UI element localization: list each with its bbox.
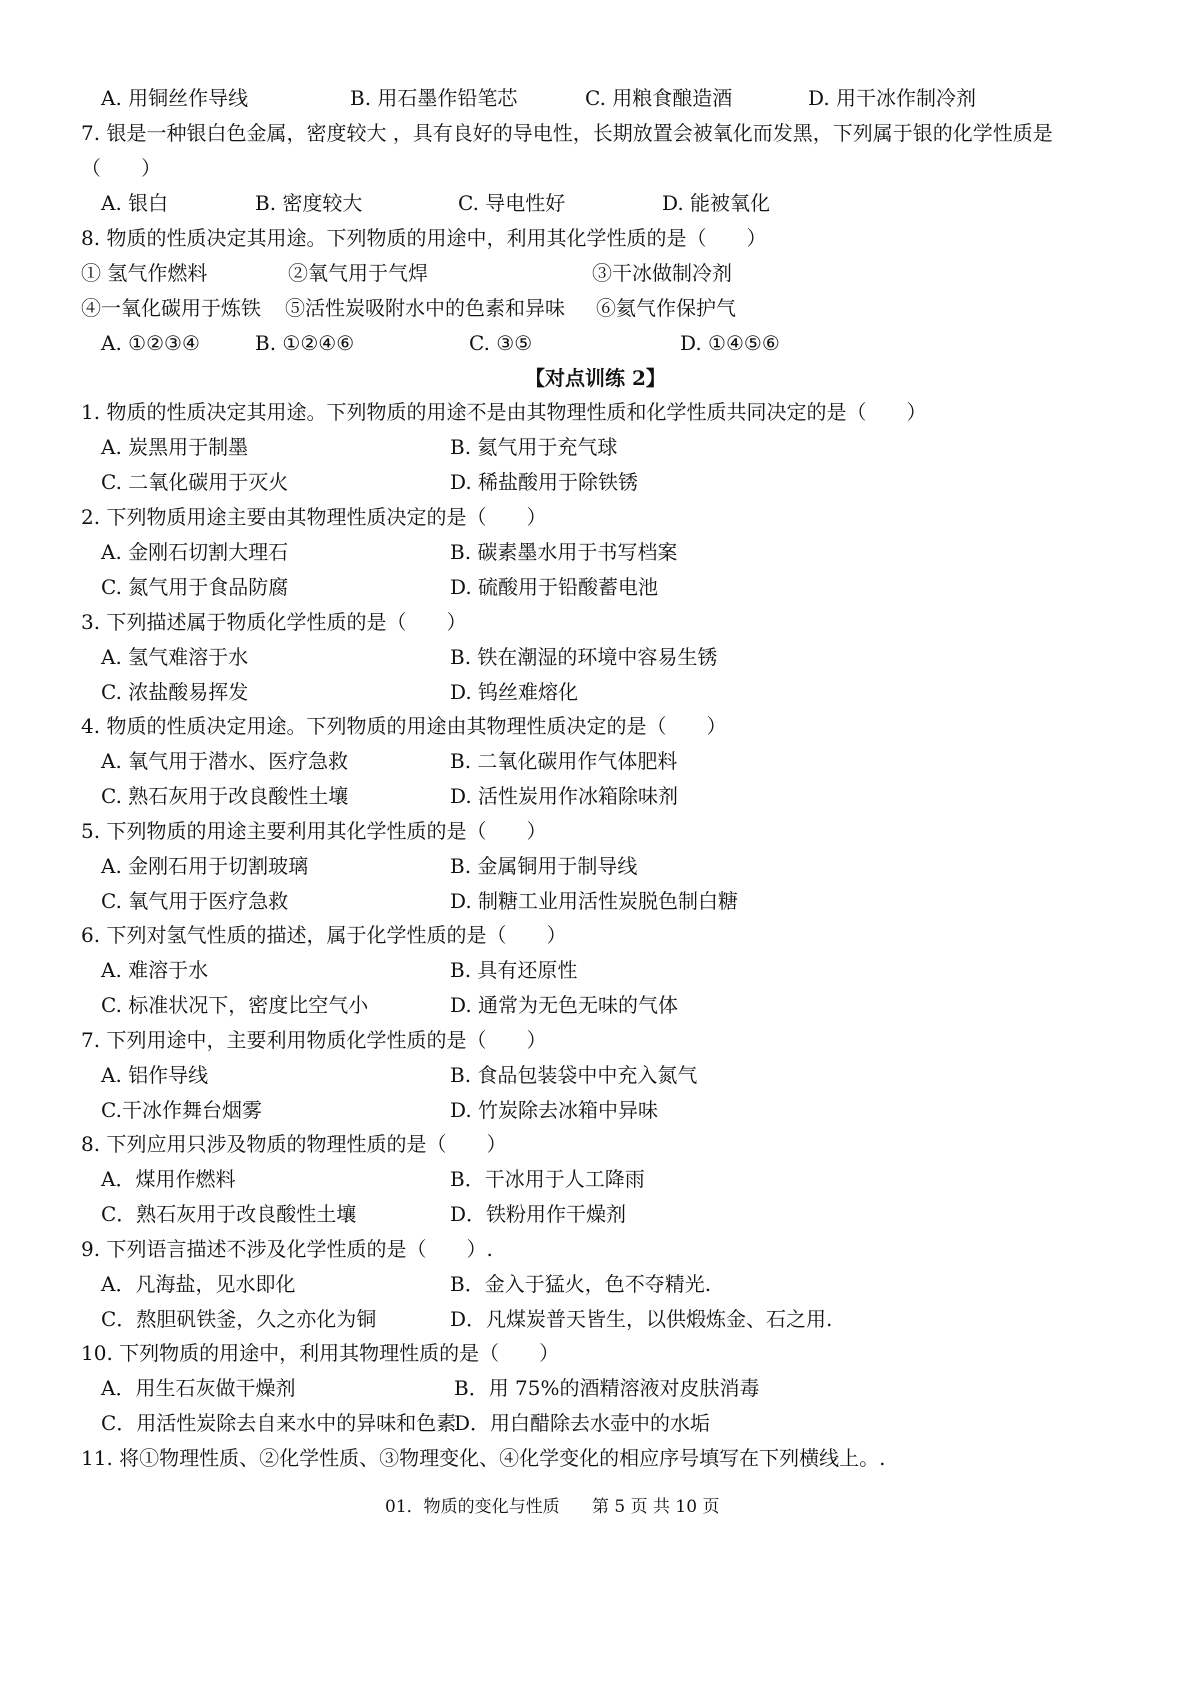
item-6: ⑥氦气作保护气 (596, 296, 736, 320)
option-d: D. 制糖工业用活性炭脱色制白糖 (450, 889, 739, 913)
option-b: B. 具有还原性 (450, 958, 578, 982)
item-3: ③干冰做制冷剂 (592, 261, 732, 285)
option-b: B. 密度较大 (255, 191, 363, 215)
option-b: B．干冰用于人工降雨 (450, 1167, 645, 1191)
option-d: D. 通常为无色无味的气体 (450, 993, 679, 1017)
option-d: D．凡煤炭普天皆生，以供煅炼金、石之用. (450, 1307, 833, 1331)
option-d: D. 钨丝难熔化 (450, 680, 579, 704)
option-a: A．凡海盐，见水即化 (101, 1272, 296, 1296)
option-d: D. 活性炭用作冰箱除味剂 (450, 784, 679, 808)
option-d: D. 用干冰作制冷剂 (808, 86, 977, 110)
option-c: C. 氧气用于医疗急救 (101, 889, 289, 913)
option-c: C. 熟石灰用于改良酸性土壤 (101, 784, 349, 808)
option-c: C. 二氧化碳用于灭火 (101, 470, 289, 494)
option-d: D. ①④⑤⑥ (680, 331, 780, 355)
option-d: D. 能被氧化 (662, 191, 771, 215)
option-b: B. 用石墨作铅笔芯 (350, 86, 518, 110)
option-c: C．用活性炭除去自来水中的异味和色素 (101, 1411, 457, 1435)
option-b: B. 食品包装袋中中充入氮气 (450, 1063, 698, 1087)
question-stem: 1. 物质的性质决定其用途。下列物质的用途不是由其物理性质和化学性质共同决定的是（ ） (81, 400, 927, 424)
option-b: B. 二氧化碳用作气体肥料 (450, 749, 678, 773)
option-a: A. 炭黑用于制墨 (101, 435, 249, 459)
item-1: ① 氢气作燃料 (81, 261, 208, 285)
item-4: ④一氧化碳用于炼铁 (81, 296, 261, 320)
option-c: C. 浓盐酸易挥发 (101, 680, 249, 704)
item-2: ②氧气用于气焊 (288, 261, 428, 285)
question-stem: 10. 下列物质的用途中，利用其物理性质的是（ ） (81, 1341, 560, 1365)
question-stem: 3. 下列描述属于物质化学性质的是（ ） (81, 610, 467, 634)
option-d: D. 稀盐酸用于除铁锈 (450, 470, 639, 494)
question-stem: 6. 下列对氢气性质的描述，属于化学性质的是（ ） (81, 923, 567, 947)
option-a: A. 金刚石切割大理石 (101, 540, 289, 564)
option-c: C．熬胆矾铁釜，久之亦化为铜 (101, 1307, 377, 1331)
question-stem: 2. 下列物质用途主要由其物理性质决定的是（ ） (81, 505, 547, 529)
question-11-stem: 11. 将①物理性质、②化学性质、③物理变化、④化学变化的相应序号填写在下列横线上。. (81, 1446, 886, 1470)
option-c: C．熟石灰用于改良酸性土壤 (101, 1202, 357, 1226)
option-b: B．金入于猛火，色不夺精光. (450, 1272, 712, 1296)
question-stem: 7. 银是一种银白色金属，密度较大 ，具有良好的导电性，长期放置会被氧化而发黑，下列属于银的化学性质是 (81, 121, 1053, 145)
option-a: A. 氧气用于潜水、医疗急救 (101, 749, 349, 773)
option-d: D. 硫酸用于铅酸蓄电池 (450, 575, 659, 599)
question-stem: 5. 下列物质的用途主要利用其化学性质的是（ ） (81, 819, 547, 843)
option-a: A．用生石灰做干燥剂 (101, 1376, 296, 1400)
option-a: A. 难溶于水 (101, 958, 209, 982)
option-b: B. 氦气用于充气球 (450, 435, 618, 459)
option-a: A. 用铜丝作导线 (101, 86, 249, 110)
option-c: C. 标准状况下，密度比空气小 (101, 993, 369, 1017)
option-d: D．铁粉用作干燥剂 (450, 1202, 627, 1226)
option-c: C. 用粮食酿造酒 (585, 86, 733, 110)
option-d: D. 竹炭除去冰箱中异味 (450, 1098, 659, 1122)
footer-page-number: 第 5 页 共 10 页 (592, 1497, 720, 1517)
option-d: D．用白醋除去水壶中的水垢 (454, 1411, 711, 1435)
option-b: B. 碳素墨水用于书写档案 (450, 540, 678, 564)
question-stem: 8. 物质的性质决定其用途。下列物质的用途中，利用其化学性质的是（ ） (81, 226, 767, 250)
option-c: C. ③⑤ (469, 331, 533, 355)
option-b: B. ①②④⑥ (255, 331, 355, 355)
option-b: B. 金属铜用于制导线 (450, 854, 638, 878)
option-a: A. 银白 (101, 191, 169, 215)
question-stem: 4. 物质的性质决定用途。下列物质的用途由其物理性质决定的是（ ） (81, 714, 727, 738)
section-title: 【对点训练 2】 (525, 366, 666, 390)
answer-paren: （ ） (81, 156, 161, 180)
question-stem: 9. 下列语言描述不涉及化学性质的是（ ）. (81, 1237, 493, 1261)
option-a: A. 铝作导线 (101, 1063, 209, 1087)
option-c: C. 氮气用于食品防腐 (101, 575, 289, 599)
question-stem: 7. 下列用途中，主要利用物质化学性质的是（ ） (81, 1028, 547, 1052)
option-b: B. 铁在潮湿的环境中容易生锈 (450, 645, 718, 669)
option-c: C. 导电性好 (458, 191, 566, 215)
question-stem: 8. 下列应用只涉及物质的物理性质的是（ ） (81, 1132, 507, 1156)
option-a: A. 金刚石用于切割玻璃 (101, 854, 309, 878)
option-a: A. 氢气难溶于水 (101, 645, 249, 669)
option-b: B．用 75%的酒精溶液对皮肤消毒 (454, 1376, 760, 1400)
item-5: ⑤活性炭吸附水中的色素和异味 (285, 296, 565, 320)
footer-title: 01．物质的变化与性质 (385, 1497, 560, 1517)
option-a: A．煤用作燃料 (101, 1167, 236, 1191)
option-a: A. ①②③④ (101, 331, 200, 355)
option-c: C.干冰作舞台烟雾 (101, 1098, 262, 1122)
